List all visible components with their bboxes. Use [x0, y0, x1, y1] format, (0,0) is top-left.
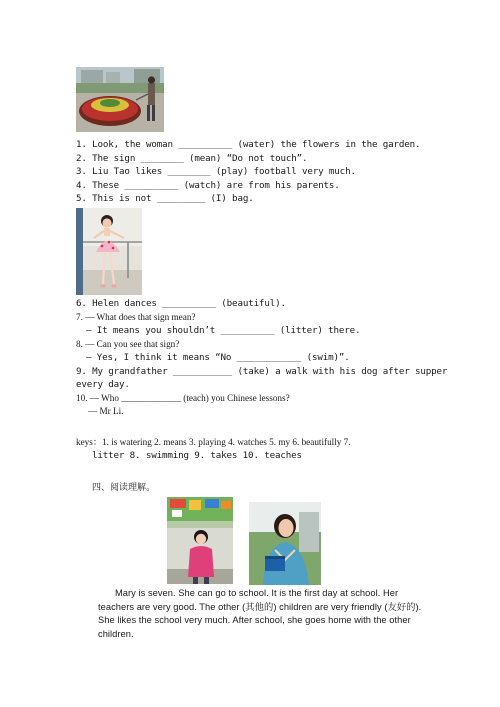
- question-9: 9. My grandfather ___________ (take) a walk with his dog after supper: [76, 366, 448, 377]
- reading-heading: 四、阅读理解。: [92, 483, 156, 493]
- answer-keys-continued: litter 8. swimming 9. takes 10. teaches: [92, 450, 302, 461]
- question-8-answer: — Yes, I think it means “No ____________ (swim)”.: [86, 352, 350, 363]
- question-3: 3. Liu Tao likes ________ (play) football very much.: [76, 166, 356, 177]
- watering-garden-photo: [76, 67, 164, 132]
- question-10-prompt: 10. — Who _____________ (teach) you Chinese lessons?: [76, 393, 290, 403]
- reading-passage: Mary is seven. She can go to school. It is the first day at school. Her teachers are very good. The other (其他的) children are very friendly (友好的). She likes the school very much. After school, she goes home with the other children.: [98, 588, 422, 639]
- question-7-prompt: 7. — What does that sign mean?: [76, 312, 196, 322]
- question-4: 4. These __________ (watch) are from his parents.: [76, 180, 340, 191]
- question-1: 1. Look, the woman __________ (water) the flowers in the garden.: [76, 139, 421, 150]
- question-5: 5. This is not _________ (I) bag.: [76, 193, 254, 204]
- question-2: 2. The sign ________ (mean) “Do not touch”.: [76, 153, 308, 164]
- question-7-answer: — It means you shouldn’t __________ (litter) there.: [86, 325, 361, 336]
- schoolgirl-photo: [167, 497, 233, 584]
- dancing-girl-photo: [76, 208, 142, 295]
- question-9-continued: every day.: [76, 379, 130, 390]
- answer-keys: keys：1. is watering 2. means 3. playing 4. watches 5. my 6. beautifully 7.: [76, 437, 351, 447]
- teacher-photo: [249, 502, 321, 585]
- question-6: 6. Helen dances __________ (beautiful).: [76, 298, 286, 309]
- question-8-prompt: 8. — Can you see that sign?: [76, 339, 180, 349]
- question-10-answer: — Mr Li.: [88, 406, 124, 416]
